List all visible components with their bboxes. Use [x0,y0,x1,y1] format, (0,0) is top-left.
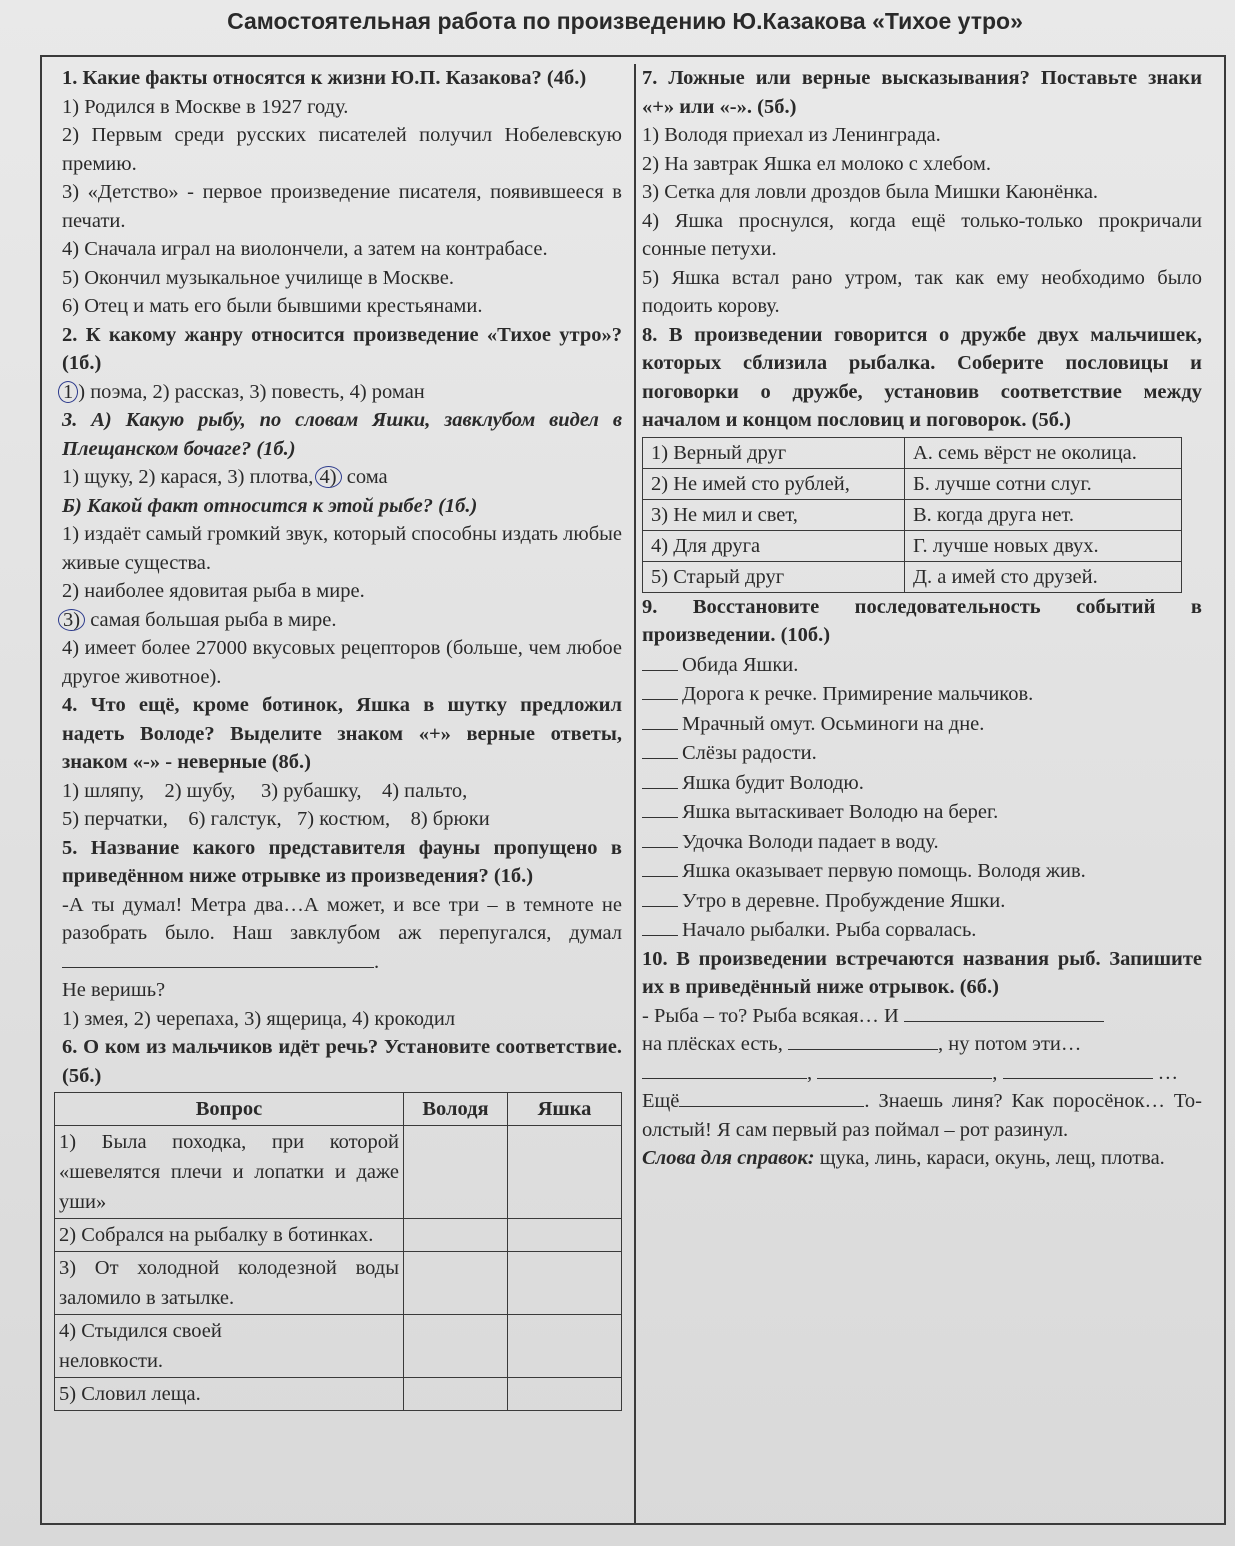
q9-event-10 [642,915,1202,945]
q2-options-text: ) поэма, 2) рассказ, 3) повесть, 4) роман [78,380,425,403]
q9-event-3 [642,709,1202,739]
q9-heading: 9. Восстановите последовательность событий в произведении. (10б.) [642,595,1202,646]
q9-event-text: Дорога к речке. Примирение мальчиков. [682,683,1034,705]
q9-event-text: Удочка Володи падает в воду. [682,830,939,853]
table-row [55,1315,622,1378]
table-row [55,1378,622,1411]
q3b-circled-answer: 3) [58,609,85,631]
q1-option-2: 2) Первым среди русских писателей получил Нобелевскую премию. [62,124,622,175]
page-title: Самостоятельная работа по произведению Ю.Казакова «Тихое утро» [227,8,1023,34]
q6-cell-yashka-5[interactable] [508,1378,622,1411]
q3b-option-2: 2) наиболее ядовитая рыба в мире. [62,580,365,602]
q1-heading: 1. Какие факты относятся к жизни Ю.П. Казакова? (4б.) [62,67,587,89]
q9-event-text: Яшка будит Володю. [682,771,864,794]
q1-option-1: 1) Родился в Москве в 1927 году. [62,95,349,118]
q9-event-text: Мрачный омут. Осьминоги на дне. [682,712,985,735]
q10-text-2: на плёсках есть, [642,1033,783,1055]
q10-hint-label: Слова для справок: [642,1147,815,1169]
q6-cell-yashka-1[interactable] [508,1126,622,1219]
q3a-options-pre: 1) щуку, 2) карася, 3) плотва, [62,466,319,488]
q10-blank-5[interactable] [1003,1060,1153,1079]
q6-table [54,1092,622,1411]
q5-heading: 5. Название какого представителя фауны пропущено в приведённом ниже отрывке из произведения? (1б.) [62,836,622,887]
q10-excerpt-line-3: , , … [642,1059,1202,1088]
q10-excerpt-line-1 [642,1002,1202,1031]
table-row [643,437,1182,468]
q9-answer-blank[interactable] [642,886,678,907]
q5-excerpt-text: -А ты думал! Метра два…А может, и все три – в темноте не разобрать было. Наш завклубом аж перепугался, думал [62,893,622,944]
q3b-option-3-text: самая большая рыба в мире. [85,608,337,631]
column-divider [634,64,636,1524]
q3b-heading: Б) Какой факт относится к этой рыбе? (1б.) [62,494,478,517]
q5-answer-blank[interactable] [62,949,374,968]
q8-end-3: В. когда друга нет. [905,499,1182,530]
q9-answer-blank[interactable] [642,827,678,848]
q9-event-4 [642,738,1202,768]
q9-answer-blank[interactable] [642,797,678,818]
q8-start-4: 4) Для друга [643,530,905,561]
table-row [55,1252,622,1315]
q9-event-text: Слёзы радости. [682,742,817,764]
q10-text-3: , ну потом эти… [937,1033,1082,1055]
q8-start-2: 2) Не имей сто рублей, [643,468,905,499]
q9-event-5 [642,768,1202,798]
q10-blank-1[interactable] [904,1003,1104,1022]
right-column [642,64,1202,1173]
q7-heading: 7. Ложные или верные высказывания? Поставьте знаки «+» или «-». (5б.) [642,67,1202,118]
q4-options-line-1: 1) шляпу, 2) шубу, 3) рубашку, 4) пальто, [62,779,468,802]
q10-blank-4[interactable] [817,1060,992,1079]
q4-options-line-2: 5) перчатки, 6) галстук, 7) костюм, 8) брюки [62,808,490,830]
q6-cell-yashka-3[interactable] [508,1252,622,1315]
q9-answer-blank[interactable] [642,856,678,877]
q5-excerpt-end: Не веришь? [62,979,166,1001]
q9-answer-blank[interactable] [642,650,678,671]
q2-circled-answer: 1 [58,381,78,403]
q8-end-1: А. семь вёрст не околица. [905,437,1182,468]
q1-option-4: 4) Сначала играл на виолончели, а затем на контрабасе. [62,238,548,260]
q8-start-5: 5) Старый друг [643,561,905,592]
q8-end-2: Б. лучше сотни слуг. [905,468,1182,499]
q9-event-text: Утро в деревне. Пробуждение Яшки. [682,889,1006,912]
q10-blank-2[interactable] [788,1031,938,1050]
q10-text-4: Ещё [642,1090,680,1112]
q10-hint-words: щука, линь, караси, окунь, лещ, плотва. [814,1147,1165,1169]
q6-row-1: 1) Была походка, при которой «шевелятся плечи и лопатки и даже уши» [55,1126,404,1219]
table-row [643,499,1182,530]
q9-event-2 [642,679,1202,709]
q8-heading: 8. В произведении говорится о дружбе двух мальчишек, которых сблизила рыбалка. Соберите пословицы и поговорки о дружбе, установив соответствие между началом и концом пословиц и поговорок. (5б.) [642,323,1202,431]
q7-item-4: 4) Яшка проснулся, когда ещё только-только прокричали сонные петухи. [642,209,1202,260]
table-row [55,1219,622,1252]
q6-row-3: 3) От холодной колодезной воды заломило в затылке. [55,1252,404,1315]
q6-cell-volodya-1[interactable] [404,1126,508,1219]
q1-option-6: 6) Отец и мать его были бывшими крестьянами. [62,295,483,317]
q3b-option-3 [62,606,622,635]
q4-heading: 4. Что ещё, кроме ботинок, Яшка в шутку предложил надеть Володе? Выделите знаком «+» верные ответы, знаком «-» - неверные (8б.) [62,694,622,773]
q9-answer-blank[interactable] [642,709,678,730]
q7-item-1: 1) Володя приехал из Ленинграда. [642,124,941,146]
q9-event-6 [642,797,1202,827]
q6-cell-volodya-2[interactable] [404,1219,508,1252]
q9-answer-blank[interactable] [642,768,678,789]
q3a-options-post: сома [341,466,388,488]
q9-event-text: Обида Яшки. [682,653,799,676]
q6-row-4: 4) Стыдился своей неловкости. [55,1315,404,1378]
q1-option-5: 5) Окончил музыкальное училище в Москве. [62,266,454,289]
q7-item-2: 2) На завтрак Яшка ел молоко с хлебом. [642,152,991,175]
q2-heading: 2. К какому жанру относится произведение «Тихое утро»? (1б.) [62,323,622,374]
q9-event-9 [642,886,1202,916]
q2-options [62,378,622,407]
q9-answer-blank[interactable] [642,679,678,700]
q9-answer-blank[interactable] [642,915,678,936]
q5-options: 1) змея, 2) черепаха, 3) ящерица, 4) крокодил [62,1007,456,1030]
q6-row-2: 2) Собрался на рыбалку в ботинках. [55,1219,404,1252]
q10-heading: 10. В произведении встречаются названия рыб. Запишите их в приведённый ниже отрывок. (6б.) [642,947,1202,998]
q6-cell-volodya-5[interactable] [404,1378,508,1411]
q8-end-4: Г. лучше новых двух. [905,530,1182,561]
q7-item-5: 5) Яшка встал рано утром, так как ему необходимо было подоить корову. [642,266,1202,317]
q8-table [642,437,1182,593]
q6-header-volodya: Володя [404,1093,508,1126]
q10-text-5: . Знаешь линя? Как поросёнок… То-олстый! Я сам первый раз поймал – рот разинул. [642,1090,1202,1141]
q9-answer-blank[interactable] [642,738,678,759]
q6-cell-yashka-2[interactable] [508,1219,622,1252]
q8-start-3: 3) Не мил и свет, [643,499,905,530]
q9-event-1 [642,650,1202,680]
q3a-options [62,463,622,492]
table-row [643,530,1182,561]
q9-event-7 [642,827,1202,857]
q8-start-1: 1) Верный друг [643,437,905,468]
left-column [59,64,622,1411]
table-row [55,1126,622,1219]
q3a-circled-answer: 4) [315,466,342,488]
q6-row-5: 5) Словил леща. [55,1378,404,1411]
q6-heading: 6. О ком из мальчиков идёт речь? Установите соответствие. (5б.) [62,1036,622,1087]
q9-event-8 [642,856,1202,886]
q3b-option-1: 1) издаёт самый громкий звук, который способны издать любые живые существа. [62,523,622,574]
q10-excerpt-line-4 [642,1087,1202,1144]
q5-excerpt: -А ты думал! Метра два…А может, и все три – в темноте не разобрать было. Наш завклубом аж перепугался, думал . [62,893,622,973]
q10-blank-6[interactable] [679,1088,864,1107]
q8-end-5: Д. а имей сто друзей. [905,561,1182,592]
q6-cell-volodya-4[interactable] [404,1315,508,1378]
q6-header-yashka: Яшка [508,1093,622,1126]
q10-text-1: - Рыба – то? Рыба всякая… И [642,1004,899,1027]
q9-event-text: Начало рыбалки. Рыба сорвалась. [682,919,977,941]
q7-item-3: 3) Сетка для ловли дроздов была Мишки Каюнёнка. [642,181,1099,203]
q10-excerpt-line-2 [642,1030,1202,1059]
q9-event-text: Яшка оказывает первую помощь. Володя жив. [682,860,1086,882]
q10-blank-3[interactable] [642,1060,807,1079]
table-row [643,468,1182,499]
table-row [643,561,1182,592]
q6-cell-yashka-4[interactable] [508,1315,622,1378]
q3b-option-4: 4) имеет более 27000 вкусовых рецепторов (больше, чем любое другое животное). [62,637,622,688]
q6-cell-volodya-3[interactable] [404,1252,508,1315]
q3a-heading: 3. А) Какую рыбу, по словам Яшки, завклубом видел в Плещанском бочаге? (1б.) [62,409,622,460]
q10-hint [642,1144,1202,1173]
q9-event-text: Яшка вытаскивает Володю на берег. [682,801,999,823]
q1-option-3: 3) «Детство» - первое произведение писателя, появившееся в печати. [62,181,622,232]
q6-header-question: Вопрос [55,1093,404,1126]
